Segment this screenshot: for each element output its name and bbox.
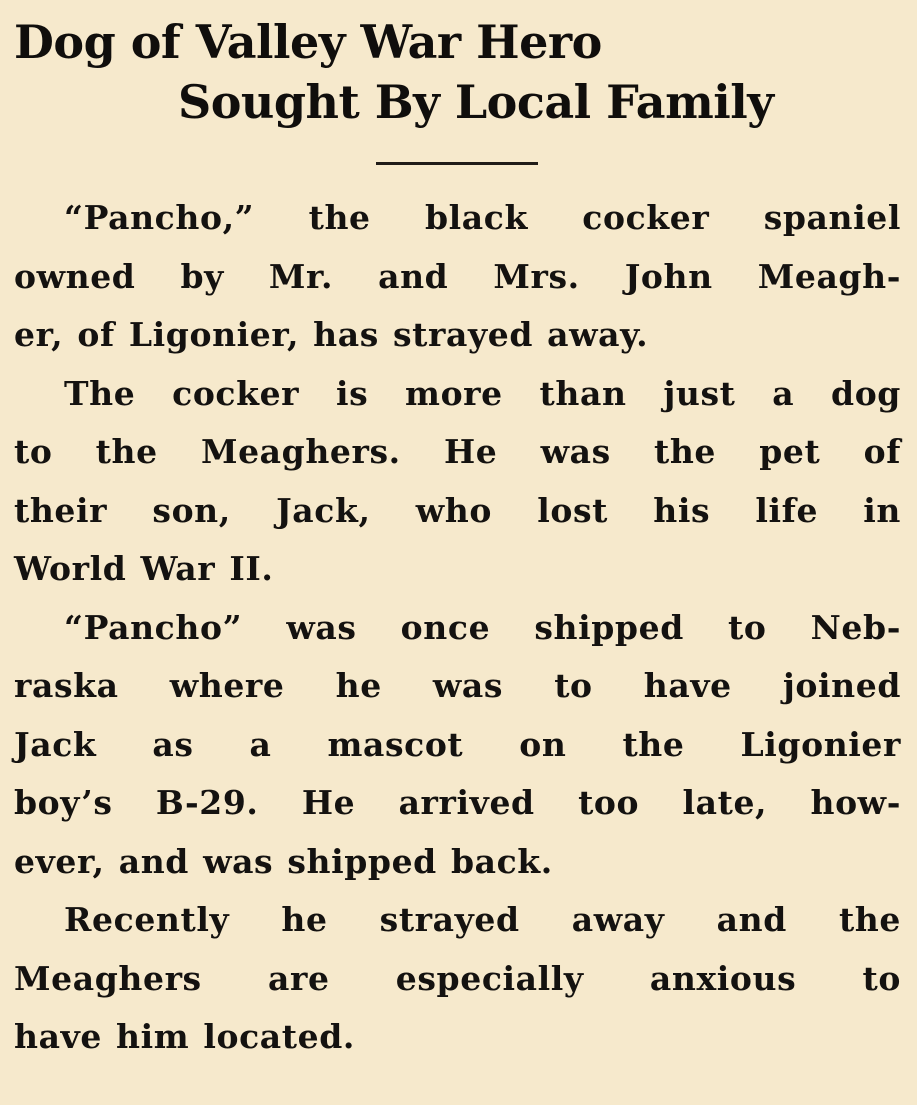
- paragraph-line: raska where he was to have joined: [14, 666, 901, 705]
- paragraph-line: Recently he strayed away and the: [64, 900, 901, 939]
- paragraph-line: Jack as a mascot on the Ligonier: [14, 724, 901, 764]
- headline-line-2: Sought By Local Family: [178, 75, 774, 129]
- article-body: [14, 189, 901, 1067]
- paragraph-3: [14, 599, 901, 892]
- paragraph-line: their son, Jack, who lost his life in: [14, 490, 901, 530]
- paragraph-line: have him located.: [14, 1017, 355, 1056]
- paragraph-line: World War II.: [14, 549, 274, 588]
- paragraph-2: [14, 365, 901, 599]
- paragraph-line: er, of Ligonier, has strayed away.: [14, 315, 649, 354]
- paragraph-line: The cocker is more than just a dog: [64, 373, 901, 413]
- paragraph-line: boy’s B-29. He arrived too late, how-: [14, 783, 901, 822]
- paragraph-line: “Pancho” was once shipped to Neb-: [64, 607, 901, 647]
- paragraph-line: ever, and was shipped back.: [14, 841, 553, 881]
- paragraph-4: [14, 891, 901, 1067]
- headline: [14, 0, 901, 132]
- paragraph-line: “Pancho,” the black cocker spaniel: [64, 198, 901, 237]
- paragraph-line: to the Meaghers. He was the pet of: [14, 432, 901, 471]
- paragraph-line: Meaghers are especially anxious to: [14, 958, 901, 998]
- paragraph-1: [14, 189, 901, 365]
- headline-line-1: Dog of Valley War Hero: [14, 15, 602, 69]
- headline-divider: [376, 162, 538, 165]
- paragraph-line: owned by Mr. and Mrs. John Meagh-: [14, 256, 901, 296]
